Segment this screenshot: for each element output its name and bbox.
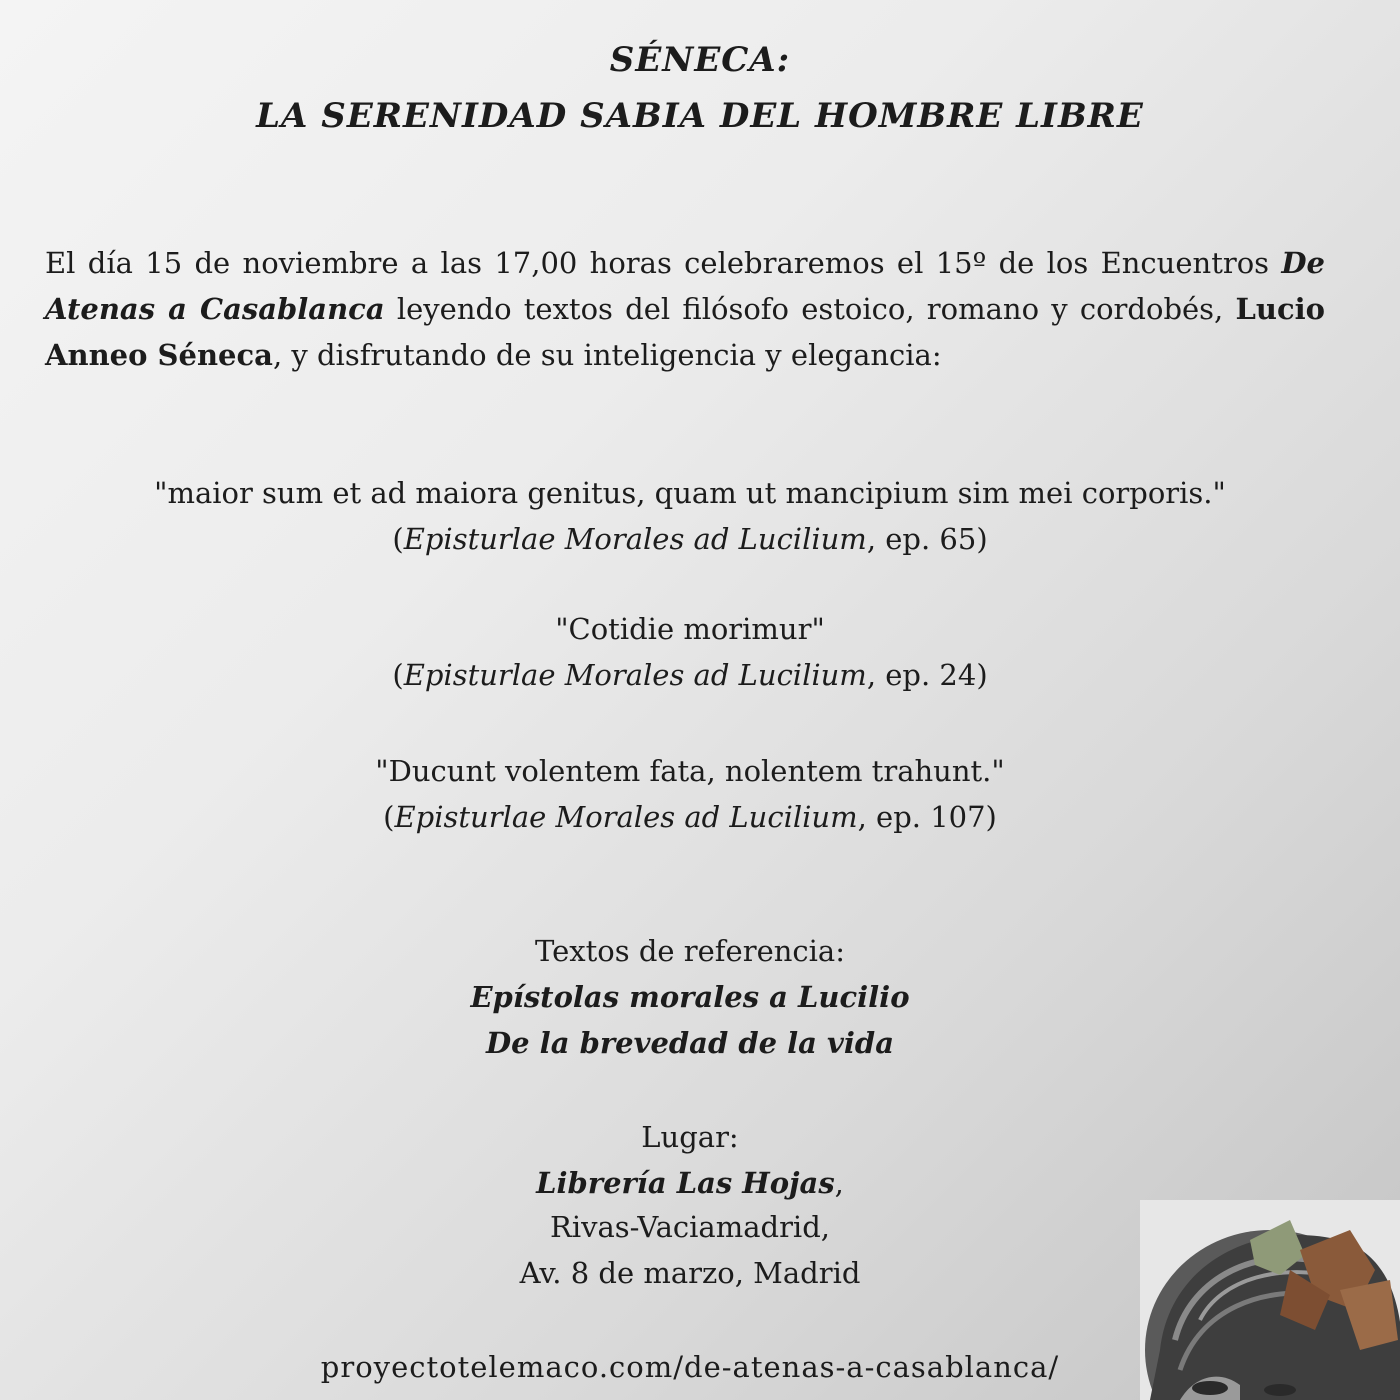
quote-2-citation: (Episturlae Morales ad Lucilium, ep. 24) (392, 658, 988, 692)
place-heading: Lugar: (641, 1120, 739, 1154)
intro-part-2: leyendo textos del filósofo estoico, romano y cordobés, (384, 292, 1236, 326)
intro-part-3: , y disfrutando de su inteligencia y elegancia: (272, 338, 942, 372)
event-name: De Atenas a Casablanca (45, 246, 1325, 326)
place-city: Rivas-Vaciamadrid, (549, 1210, 830, 1244)
reference-item: Epístolas morales a Lucilio (470, 980, 910, 1014)
quote-3-text: "Ducunt volentem fata, nolentem trahunt." (375, 754, 1005, 788)
venue-name: Librería Las Hojas (536, 1166, 835, 1200)
quote-3-citation: (Episturlae Morales ad Lucilium, ep. 107) (383, 800, 997, 834)
website-url[interactable]: proyectotelemaco.com/de-atenas-a-casablanca/ (320, 1350, 1060, 1384)
quote-1-text: "maior sum et ad maiora genitus, quam ut mancipium sim mei corporis." (154, 476, 1226, 510)
title-line-2: LA SERENIDAD SABIA DEL HOMBRE LIBRE (256, 96, 1144, 136)
quote-2-source: Episturlae Morales ad Lucilium (403, 658, 867, 692)
quote-2-text: "Cotidie morimur" (555, 612, 825, 646)
quote-1-source: Episturlae Morales ad Lucilium (403, 522, 867, 556)
quote-1-ref: , ep. 65) (866, 522, 988, 556)
quote-2-ref: , ep. 24) (866, 658, 988, 692)
place-address: Av. 8 de marzo, Madrid (519, 1256, 861, 1290)
title-line-1: SÉNECA: (609, 40, 791, 80)
quote-3-source: Episturlae Morales ad Lucilium (394, 800, 858, 834)
seneca-portrait-icon (1140, 1200, 1400, 1400)
place-venue: Librería Las Hojas, (536, 1166, 844, 1200)
quote-1-citation: (Episturlae Morales ad Lucilium, ep. 65) (392, 522, 988, 556)
quote-3-ref: , ep. 107) (857, 800, 997, 834)
intro-paragraph (45, 240, 1325, 378)
intro-part-1: El día 15 de noviembre a las 17,00 horas celebraremos el 15º de los Encuentros (45, 246, 1282, 280)
author-name: Lucio Anneo Séneca (45, 292, 1325, 372)
references-heading: Textos de referencia: (535, 934, 845, 968)
reference-item: De la brevedad de la vida (485, 1026, 894, 1060)
